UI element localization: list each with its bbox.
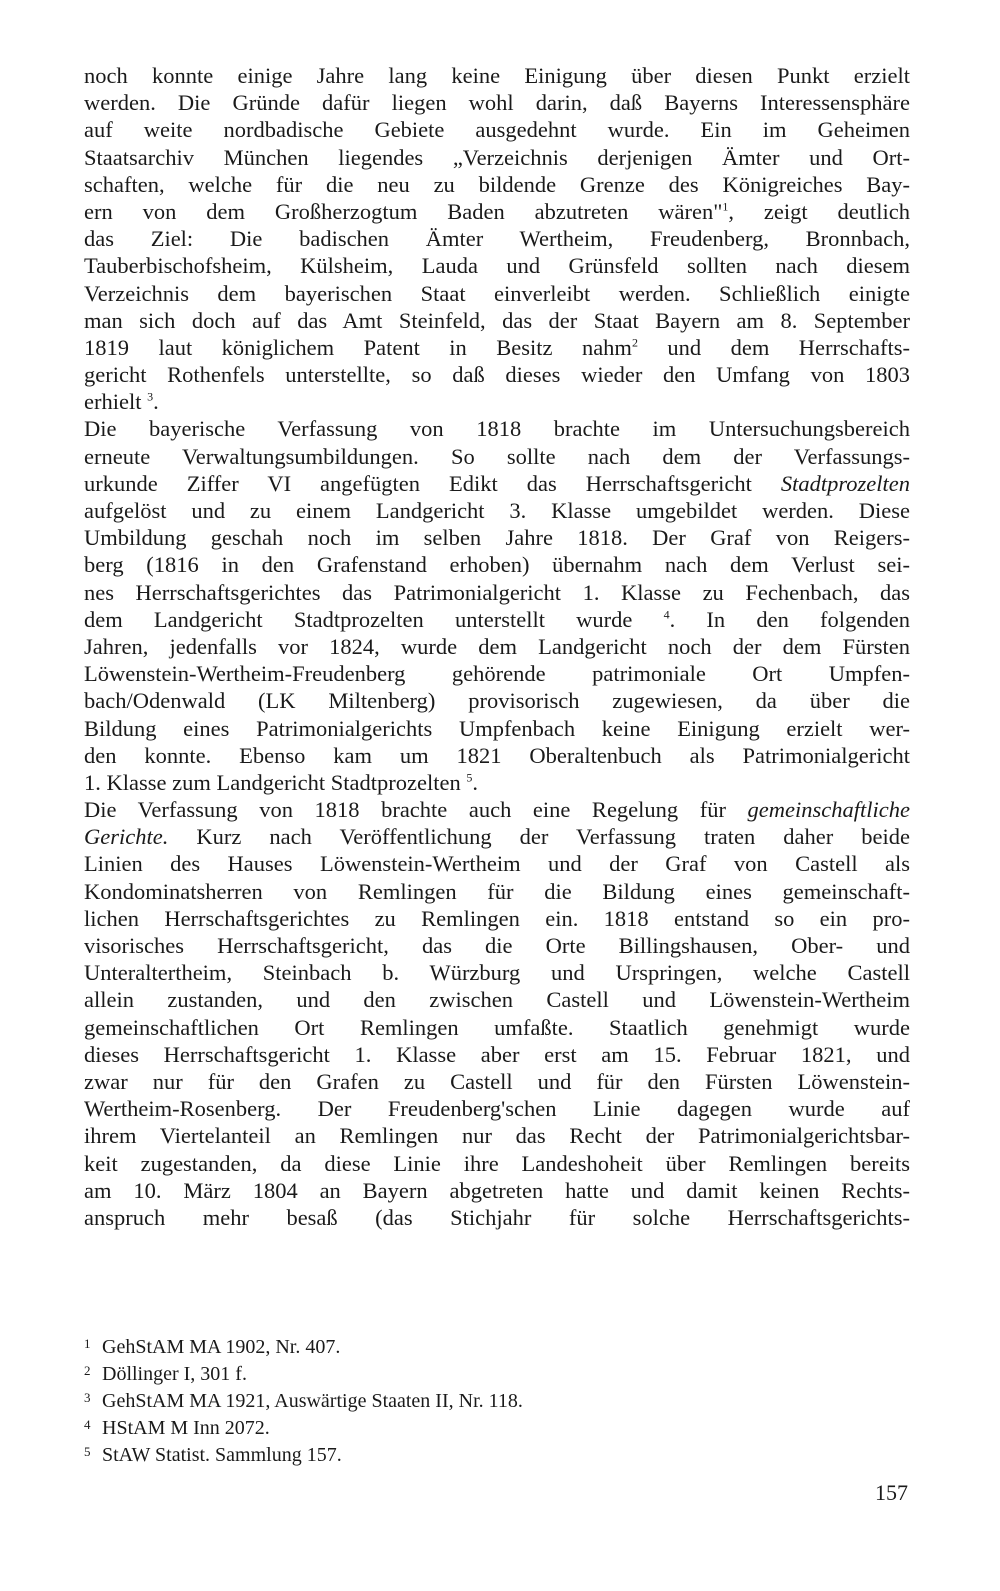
italic-term: Stadtprozelten (780, 470, 910, 496)
footnote-number: 3 (84, 1390, 91, 1405)
text-line: Wertheim-Rosenberg. Der Freudenberg'schen Linie dagegen wurde auf (84, 1096, 910, 1122)
text-line: Umbildung geschah noch im selben Jahre 1818. Der Graf von Reigers- (84, 525, 910, 551)
text-line: am 10. März 1804 an Bayern abgetreten hatte und damit keinen Rechts- (84, 1177, 910, 1203)
footnote-ref: 5 (466, 770, 473, 785)
text-line (84, 334, 910, 361)
text-segment: . In den folgenden (669, 606, 910, 632)
text-line: Kondominatsherren von Remlingen für die Bildung eines gemeinschaft- (84, 878, 910, 904)
footnote-number: 2 (84, 1363, 91, 1378)
text-line: man sich doch auf das Amt Steinfeld, das der Staat Bayern am 8. September (84, 307, 910, 333)
text-line (84, 769, 910, 796)
footnote-ref: 3 (147, 389, 154, 404)
text-segment: . (472, 769, 479, 795)
italic-term: Gerichte. (84, 824, 169, 850)
text-line: Unteraltertheim, Steinbach b. Würzburg und Urspringen, welche Castell (84, 960, 910, 986)
footnote-text: GehStAM MA 1902, Nr. 407. (102, 1336, 341, 1358)
footnotes (84, 1330, 910, 1465)
footnote (84, 1384, 910, 1411)
text-segment: ern von dem Großherzogtum Baden abzutreten wären" (84, 198, 723, 224)
text-line: zwar nur für den Grafen zu Castell und für den Fürsten Löwenstein- (84, 1068, 910, 1094)
footnote-number: 4 (84, 1417, 91, 1432)
text-segment: Die Verfassung von 1818 brachte auch eine Regelung für (84, 797, 726, 823)
text-line: den konnte. Ebenso kam um 1821 Oberaltenbuch als Patrimonialgericht (84, 742, 910, 768)
text-line: bach/Odenwald (LK Miltenberg) provisorisch zugewiesen, da über die (84, 688, 910, 714)
text-line: schaften, welche für die neu zu bildende Grenze des Königreiches Bay- (84, 171, 910, 197)
text-segment: . (153, 389, 159, 415)
text-segment: , zeigt deutlich (728, 198, 910, 224)
footnote-text: GehStAM MA 1921, Auswärtige Staaten II, Nr. 118. (102, 1390, 523, 1412)
text-line: das Ziel: Die badischen Ämter Wertheim, Freudenberg, Bronnbach, (84, 226, 910, 252)
footnote (84, 1330, 910, 1357)
footnote-text: HStAM M Inn 2072. (102, 1417, 270, 1439)
footnote-text: Döllinger I, 301 f. (102, 1363, 247, 1385)
italic-term: gemeinschaftliche (747, 797, 910, 823)
text-line: Bildung eines Patrimonialgerichts Umpfenbach keine Einigung erzielt wer- (84, 715, 910, 741)
text-line: nes Herrschaftsgerichtes das Patrimonialgericht 1. Klasse zu Fechenbach, das (84, 579, 910, 605)
text-line: dieses Herrschaftsgericht 1. Klasse aber erst am 15. Februar 1821, und (84, 1041, 910, 1067)
text-line: Löwenstein-Wertheim-Freudenberg gehörende patrimoniale Ort Umpfen- (84, 661, 910, 687)
text-line: berg (1816 in den Grafenstand erhoben) übernahm nach dem Verlust sei- (84, 552, 910, 578)
text-line: gemeinschaftlichen Ort Remlingen umfaßte. Staatlich genehmigt wurde (84, 1014, 910, 1040)
text-line: Linien des Hauses Löwenstein-Wertheim und der Graf von Castell als (84, 851, 910, 877)
text-segment: und dem Herrschafts- (667, 334, 910, 360)
text-line (84, 470, 910, 497)
text-line: auf weite nordbadische Gebiete ausgedehnt wurde. Ein im Geheimen (84, 117, 910, 143)
text-segment: dem Landgericht Stadtprozelten unterstellt wurde (84, 606, 633, 632)
text-line: lichen Herrschaftsgerichtes zu Remlingen ein. 1818 entstand so ein pro- (84, 905, 910, 931)
text-segment: urkunde Ziffer VI angefügten Edikt das Herrschaftsgericht (84, 470, 752, 496)
text-segment: erhielt (84, 389, 142, 415)
footnote (84, 1411, 910, 1438)
text-line (84, 606, 910, 633)
text-line (84, 823, 910, 850)
text-line: anspruch mehr besaß (das Stichjahr für solche Herrschaftsgerichts- (84, 1204, 910, 1230)
text-line: Jahren, jedenfalls vor 1824, wurde dem Landgericht noch der dem Fürsten (84, 633, 910, 659)
footnote-number: 1 (84, 1336, 91, 1351)
footnote-ref: 1 (722, 199, 729, 214)
footnote-ref: 4 (663, 607, 670, 622)
text-segment: 1819 laut königlichem Patent in Besitz nahm (84, 334, 632, 360)
text-line: aufgelöst und zu einem Landgericht 3. Klasse umgebildet werden. Diese (84, 498, 910, 523)
text-line: allein zustanden, und den zwischen Castell und Löwenstein-Wertheim (84, 987, 910, 1013)
text-line: Staatsarchiv München liegendes „Verzeichnis derjenigen Ämter und Ort- (84, 144, 910, 170)
text-line: visorisches Herrschaftsgericht, das die Orte Billingshausen, Ober- und (84, 933, 910, 958)
text-line: gericht Rothenfels unterstellte, so daß dieses wieder den Umfang von 1803 (84, 362, 910, 388)
text-line: keit zugestanden, da diese Linie ihre Landeshoheit über Remlingen bereits (84, 1150, 910, 1176)
text-line (84, 388, 910, 415)
text-line: werden. Die Gründe dafür liegen wohl darin, daß Bayerns Interessensphäre (84, 90, 910, 116)
text-line: noch konnte einige Jahre lang keine Einigung über diesen Punkt erzielt (84, 63, 910, 88)
footnote-number: 5 (84, 1444, 91, 1459)
text-segment: 1. Klasse zum Landgericht Stadtprozelten (84, 769, 461, 795)
text-segment: Kurz nach Veröffentlichung der Verfassung traten daher beide (196, 824, 910, 850)
text-line: ihrem Viertelanteil an Remlingen nur das Recht der Patrimonialgerichtsbar- (84, 1123, 910, 1149)
footnote-text: StAW Statist. Sammlung 157. (102, 1444, 342, 1466)
text-line (84, 198, 910, 225)
footnote-ref: 2 (631, 335, 638, 350)
text-line (84, 796, 910, 823)
footnote (84, 1438, 910, 1465)
footnote (84, 1357, 910, 1384)
page-number: 157 (875, 1480, 908, 1505)
text-line: Verzeichnis dem bayerischen Staat einverleibt werden. Schließlich einigte (84, 280, 910, 306)
text-line: erneute Verwaltungsumbildungen. So sollte nach dem der Verfassungs- (84, 443, 910, 469)
text-line: Tauberbischofsheim, Külsheim, Lauda und Grünsfeld sollten nach diesem (84, 253, 910, 279)
body-text (84, 62, 910, 1231)
text-line: Die bayerische Verfassung von 1818 brachte im Untersuchungsbereich (84, 416, 910, 442)
